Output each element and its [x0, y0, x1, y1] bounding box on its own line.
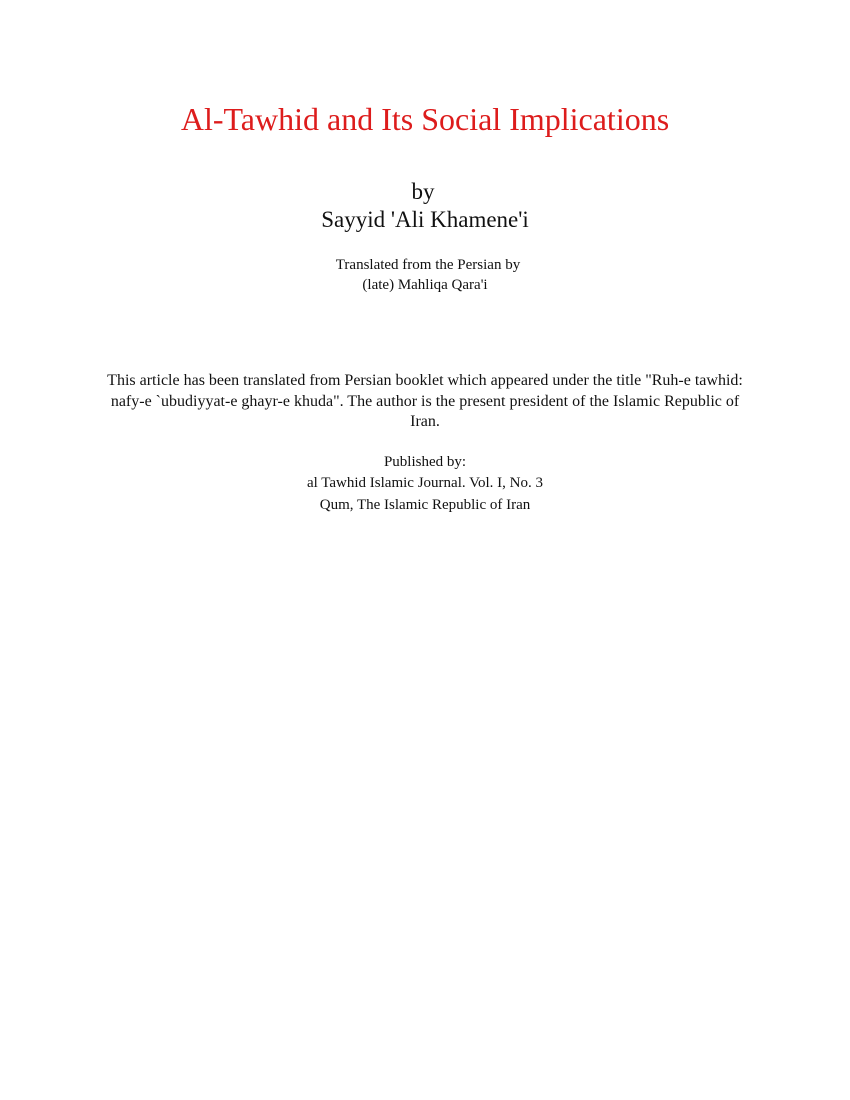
document-title: Al-Tawhid and Its Social Implications — [180, 101, 670, 137]
published-by-label: Published by: — [383, 454, 467, 470]
author-name: Sayyid 'Ali Khamene'i — [321, 207, 529, 232]
publication-location: Qum, The Islamic Republic of Iran — [319, 497, 531, 513]
byline-label: by — [411, 179, 435, 204]
translation-credit: Translated from the Persian by — [335, 257, 521, 273]
translator-name: (late) Mahliqa Qara'i — [362, 277, 488, 293]
article-note: This article has been translated from Persian booklet which appeared under the title "Ruh-e tawhid: nafy-e `ubudiyyat-e ghayr-e khuda". The author is the present president of the Islamic Republic of Iran. — [107, 372, 743, 430]
publication-info: al Tawhid Islamic Journal. Vol. I, No. 3 — [306, 475, 543, 491]
